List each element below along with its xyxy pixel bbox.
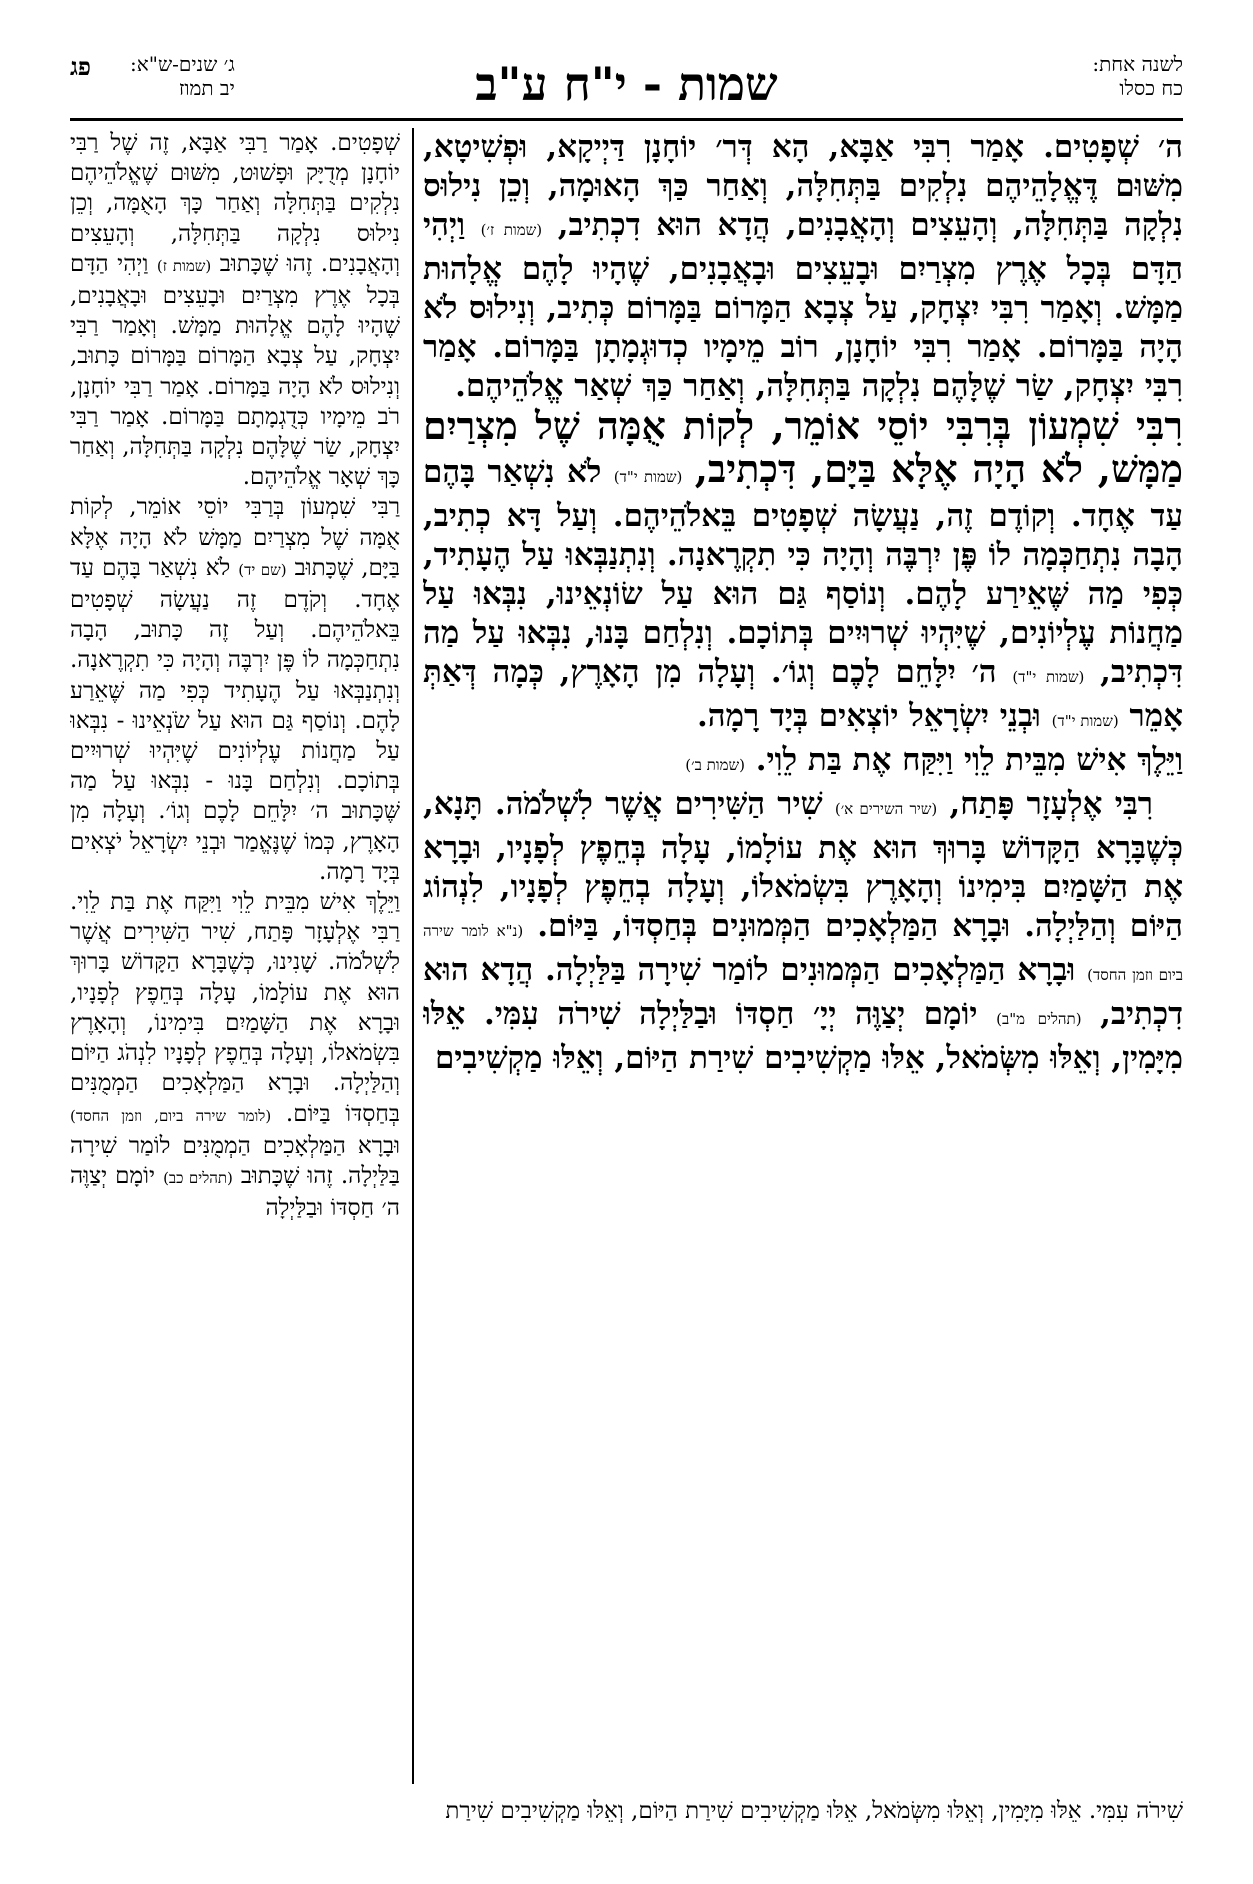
source-reference: (שמות י"ד) (1051, 712, 1119, 730)
main-text: וַיְהִי הַדָּם בְּכָל אֶרֶץ מִצְרַיִם וּבָעֵצִים וּבָאֲבָנִים, שֶׁהָיוּ לָהֶם אֱלָהוּת מַמָּשׁ. וְאָמַר רִבִּי יִצְחָק, עַל צְבָא הַמָּרוֹם בַּמָּרוֹם כְּתִיב, וְנִילוּס לֹא הָיָה בַּמָּרוֹם. אָמַר רִבִּי יוֹחָנָן, רוֹב מֵימָיו כְדוּגְמָתָן בַּמָּרוֹם. אָמַר רִבִּי יִצְחָק, שַׂר שֶׁלָּהֶם נִלְקָה בַּתְּחִלָּה, וְאַחַר כַּךְ שְׁאַר אֱלֹהֵיהֶם. (423, 207, 1183, 404)
side-text: וַיֵּלֶךְ אִישׁ מִבֵּית לֵוִי וַיִּקַּח אֶת בַּת לֵוִי. רַבִּי אֶלְעָזָר פָּתַח, שִׁיר הַשִּׁירִים אֲשֶׁר לִשְׁלֹמֹה. שָׁנִינוּ, כְּשֶׁבָּרָא הַקָּדוֹשׁ בָּרוּךְ הוּא אֶת עוֹלָמוֹ, עָלָה בְּחֵפֶץ לְפָנָיו, וּבָרָא אֶת הַשָּׁמַיִם בִּימִינוֹ, וְהָאָרֶץ בִּשְׂמֹאלוֹ, וְעָלָה בְּחֵפֶץ לְפָנָיו לִנְהֹג הַיּוֹם וְהַלַּיְלָה. וּבָרָא הַמַּלְאָכִים הַמְמֻנִּים בְּחַסְדּוֹ בַּיּוֹם. (70, 889, 400, 1127)
page-header (70, 40, 1183, 120)
main-text: ה׳ שְׁפָטִים. אָמַר רִבִּי אַבָּא, הָא דְּר׳ יוֹחָנָן דַּיְיקָא, וּפְשִׁיטָא, מִשּׁוּם דֶּאֱלָהֵיהֶם נִלְקִים בַּתְּחִלָּה, וְאַחַר כַּךְ הָאוּמָה, וְכֵן נִילוּס נִלְקָה בַּתְּחִלָּה, וְהָעֵצִים וְהָאֲבָנִים, הֲדָא הוּא דִכְתִיב, (423, 129, 1183, 243)
source-reference: (תהלים כב) (163, 1168, 233, 1187)
main-text-column (423, 128, 1183, 1784)
side-text: רַבִּי שִׁמְעוֹן בְּרַבִּי יוֹסֵי אוֹמֵר, לְקוֹת אֻמָּה שֶׁל מִצְרַיִם מַמָּשׁ לֹא הָיָה אֶלָּא בַּיָּם, שֶׁכָּתוּב (70, 494, 400, 581)
source-reference: (תהלים מ"ב) (996, 1010, 1082, 1028)
main-text: רִבִּי שִׁמְעוֹן בְּרִבִּי יוֹסֵי אוֹמֵר, לְקוֹת אֻמָּה שֶׁל מִצְרַיִם מַמָּשׁ, לֹא הָיָה אֶלָּא בַּיָּם, דִּכְתִיב, (423, 403, 1183, 491)
three-year-label: ג׳ שנים-ש"א: (130, 52, 235, 76)
main-paragraph-1 (423, 128, 1183, 406)
side-text: יוֹמָם יְצַוֶּה ה׳ חַסְדּוֹ וּבַלַּיְלָה (70, 1162, 400, 1222)
source-reference: (שמות י"ד) (613, 468, 683, 486)
one-year-date: כח כסלו (1119, 76, 1183, 100)
header-divider (70, 118, 1183, 121)
source-reference: (שמות ז) (156, 256, 212, 275)
main-paragraph-4 (423, 785, 1183, 1078)
side-paragraph-3 (70, 887, 400, 1223)
main-text: שִׁיר הַשִּׁירִים אֲשֶׁר לִשְׁלֹמֹה. תָּנָא, כְּשֶׁבָּרָא הַקָּדוֹשׁ בָּרוּךְ הוּא אֶת עוֹלָמוֹ, עָלָה בְּחֵפֶץ לְפָנָיו, וּבָרָא אֶת הַשָּׁמַיִם בִּימִינוֹ וְהָאָרֶץ בִּשְׂמֹאלוֹ, וְעָלָה בְחֵפֶץ לְפָנָיו, לִנְהוֹג הַיּוֹם וְהַלַּיְלָה. וּבָרָא הַמַּלְאָכִים הַמְּמוּנִים בְּחַסְדּוֹ, בַּיּוֹם. (423, 786, 1183, 944)
page-number: פג (70, 52, 91, 81)
page-title: שמות - י"ח ע"ב (475, 57, 778, 111)
side-text: וַיְהִי הַדָּם בְּכָל אֶרֶץ מִצְרַיִם וּבָעֵצִים וּבָאֲבָנִים, שֶׁהָיוּ לָהֶם אֱלָהוּת מַמָּשׁ. וְאָמַר רַבִּי יִצְחָק, עַל צְבָא הַמָּרוֹם בַּמָּרוֹם כָּתוּב, וְנִילוּס לֹא הָיָה בַּמָּרוֹם. אָמַר רַבִּי יוֹחָנָן, רֹב מֵימָיו כְּדֻגְמָתָם בַּמָּרוֹם. אָמַר רַבִּי יִצְחָק, שַׂר שֶׁלָּהֶם נִלְקָה בַּתְּחִלָּה, וְאַחַר כָּךְ שְׁאָר אֱלֹהֵיהֶם. (70, 250, 400, 491)
side-paragraph-2 (70, 492, 400, 887)
source-reference: (שמות ז׳) (480, 221, 543, 239)
source-reference: (שיר השירים א׳) (834, 800, 938, 818)
three-year-date: יב תמוז (178, 76, 235, 100)
three-year-schedule-label (130, 52, 235, 100)
main-text: לֹא נִשְׁאַר בָּהֶם עַד אֶחָד. וְקוֹדֶם זֶה, נַעֲשָׂה שְׁפָטִים בֵּאלֹהֵיהֶם. וְעַל דָּא כְתִיב, הָבָה נִתְחַכְּמָה לוֹ פֶּן יִרְבֶּה וְהָיָה כִּי תִקְרֶאנָה. וְנִתְנַבְּאוּ עַל הֶעָתִיד, כְּפִי מַה שֶּׁאֵירַע לָהֶם. וְנוֹסַף גַּם הוּא עַל שׂוֹנְאֵינוּ, נִבְּאוּ עַל מַחֲנוֹת עֶלְיוֹנִים, שֶׁיִּהְיוּ שְׁרוּיִים בְּתוֹכָם. וְנִלְחַם בָּנוּ, נִבְּאוּ עַל מַה דִּכְתִיב, (423, 454, 1183, 690)
main-paragraph-3 (423, 741, 1183, 785)
source-reference: (שם יד) (238, 560, 287, 579)
main-text: וּבְנֵי יִשְׂרָאֵל יוֹצְאִים בְּיָד רָמָה. (697, 698, 1041, 734)
translation-column (70, 128, 400, 1784)
side-text: וּבָרָא הַמַּלְאָכִים הַמְמֻנִּים לוֹמַר שִׁירָה בַּלַּיְלָה. זֶהוּ שֶׁכָּתוּב (70, 1132, 400, 1189)
source-reference: (שמות ב׳) (685, 756, 745, 774)
column-divider (412, 128, 414, 1784)
source-reference: (שמות י"ד) (1012, 668, 1085, 686)
main-text: וּבָרָא הַמַּלְאָכִים הַמְּמוּנִים לוֹמַר שִׁירָה בַּלַּיְלָה. הֲדָא הוּא דִכְתִיב, (423, 952, 1183, 1032)
main-text: יוֹמָם יְצַוֶּה יְיָ׳ חַסְדּוֹ וּבַלַּיְלָה שִׁירֹה עִמִּי. אֵלּוּ מִיָּמִין, וְאֵלּוּ מִשְּׂמֹאל, אֵלּוּ מַקְשִׁיבִים שִׁירַת הַיּוֹם, וְאֵלּוּ מַקְשִׁיבִים (423, 996, 1183, 1076)
one-year-label: לשנה אחת: (1092, 52, 1183, 76)
main-text: ה׳ יִלָּחֵם לָכֶם וְגוֹ׳. וְעָלָה מִן הָאָרֶץ, כְּמָה דְּאַתְּ אָמֵר (423, 654, 1183, 734)
side-text: שְׁפָטִים. אָמַר רַבִּי אַבָּא, זֶה שֶׁל רַבִּי יוֹחָנָן מְדֻיָּק וּפָשׁוּט, מִשּׁוּם שֶׁאֱלֹהֵיהֶם נִלְקִים בַּתְּחִלָּה וְאַחַר כָּךְ הָאֻמָּה, וְכֵן נִילוּס נִלְקָה בַּתְּחִלָּה, וְהָעֵצִים וְהָאֲבָנִים. זֶהוּ שֶׁכָּתוּב (70, 130, 400, 277)
verse-text: וַיֵּלֶךְ אִישׁ מִבֵּית לֵוִי וַיִּקַּח אֶת בַּת לֵוִי. (755, 742, 1183, 778)
main-text: רִבִּי אֶלְעָזָר פָּתַח, (949, 786, 1153, 822)
source-reference: (לומר שירה ביום, וזמן החסד) (70, 1106, 272, 1125)
side-text: לֹא נִשְׁאַר בָּהֶם עַד אֶחָד. וְקֹדֶם זֶה נַעֲשָׂה שְׁפָטִים בֵּאלֹהֵיהֶם. וְעַל זֶה כָּתוּב, הָבָה נִתְחַכְּמָה לוֹ פֶּן יִרְבֶּה וְהָיָה כִּי תִקְרֶאנָה. וְנִתְנַבְּאוּ עַל הֶעָתִיד כְּפִי מַה שֶּׁאֵרַע לָהֶם. וְנוֹסַף גַּם הוּא עַל שֹׂנְאֵינוּ - נִבְּאוּ עַל מַחֲנוֹת עֶלְיוֹנִים שֶׁיִּהְיוּ שְׁרוּיִים בְּתוֹכָם. וְנִלְחַם בָּנוּ - נִבְּאוּ עַל מַה שֶּׁכָּתוּב ה׳ יִלָּחֵם לָכֶם וְגוֹ׳. וְעָלָה מִן הָאָרֶץ, כְּמוֹ שֶׁנֶּאֱמַר וּבְנֵי יִשְׂרָאֵל יֹצְאִים בְּיָד רָמָה. (70, 554, 400, 885)
side-paragraph-1 (70, 128, 400, 492)
footer-continuation-line: שִׁירֹה עִמִּי. אֵלּוּ מִיָּמִין, וְאֵלּוּ מִשְּׂמֹאל, אֵלּוּ מַקְשִׁיבִים שִׁירַת הַיּוֹם, וְאֵלּוּ מַקְשִׁיבִים שִׁירַת (445, 1798, 1183, 1824)
main-paragraph-2 (423, 403, 1183, 741)
source-reference: (נ"א לומר שירה ביום וזמן החסד) (423, 922, 1183, 984)
